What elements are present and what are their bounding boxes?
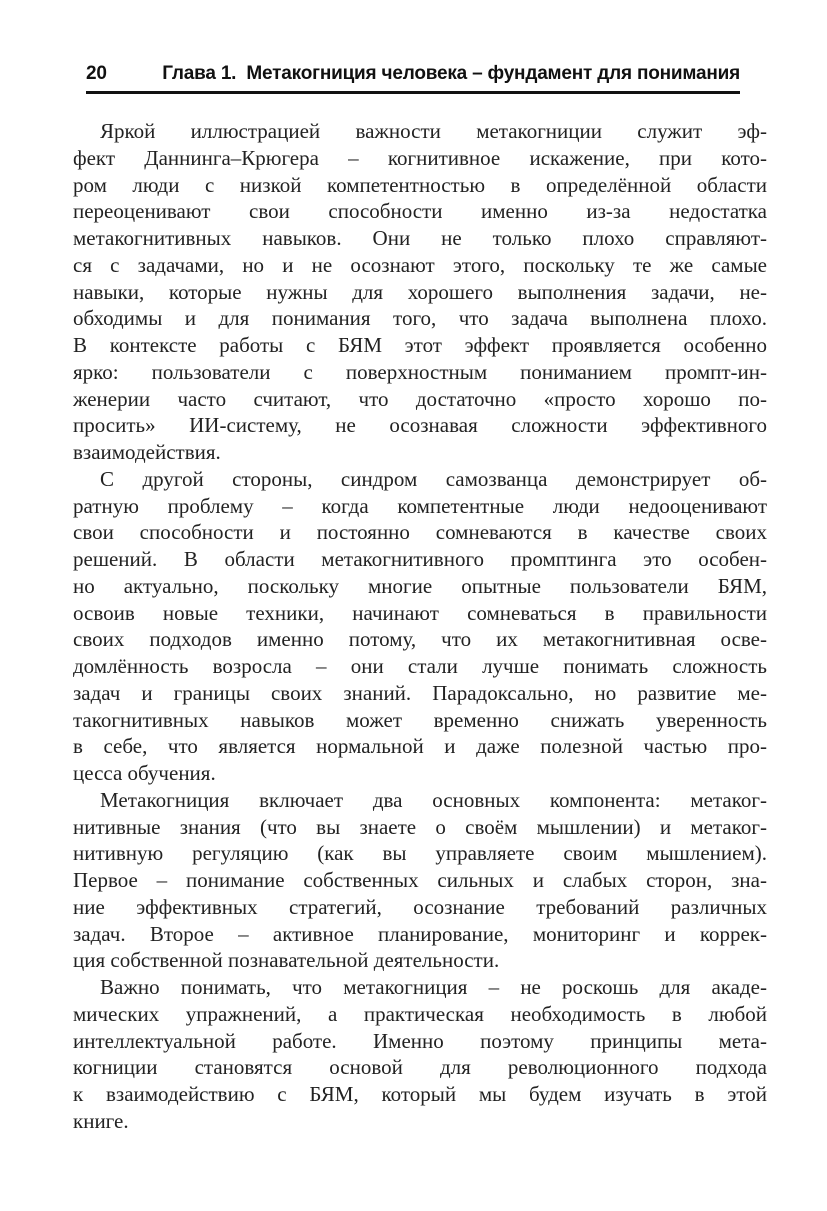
- text-line-p2-9: задач и границы своих знаний. Парадоксально, но развитие ме-: [73, 680, 767, 705]
- text-line-p3-6: задач. Второе – активное планирование, мониторинг и коррек-: [73, 921, 767, 946]
- text-line-p2-6: освоив новые техники, начинают сомневаться в правильности: [73, 600, 767, 625]
- text-line-p4-3: интеллектуальной работе. Именно поэтому принципы мета-: [73, 1028, 767, 1053]
- page-body: [73, 118, 767, 1135]
- text-line-p1-11: женерии часто считают, что достаточно «просто хорошо по-: [73, 386, 767, 411]
- text-line-p1-10: ярко: пользователи с поверхностным пониманием промпт-ин-: [73, 359, 767, 384]
- text-line-p4-1: Важно понимать, что метакогниция – не роскошь для акаде-: [100, 975, 767, 999]
- text-line-p2-3: свои способности и постоянно сомневаются в качестве своих: [73, 520, 767, 545]
- text-line-p3-4: Первое – понимание собственных сильных и слабых сторон, зна-: [73, 868, 767, 892]
- text-line-p1-3: ром люди с низкой компетентностью в определённой области: [73, 172, 767, 197]
- chapter-running-head: Глава 1. Метакогниция человека – фундамент для понимания: [162, 63, 740, 84]
- text-line-p1-2: фект Даннинга–Крюгера – когнитивное искажение, при кото-: [73, 145, 767, 170]
- text-line-p1-13: взаимодействия.: [73, 440, 221, 464]
- text-line-p3-7: ция собственной познавательной деятельности.: [73, 948, 500, 973]
- running-header: [86, 63, 740, 94]
- text-line-p1-7: навыки, которые нужны для хорошего выполнения задачи, не-: [73, 279, 767, 304]
- text-line-p1-12: просить» ИИ-систему, не осознавая сложности эффективного: [73, 413, 767, 438]
- text-line-p1-4: переоценивают свои способности именно из-за недостатка: [73, 199, 767, 224]
- text-line-p1-8: обходимы и для понимания того, что задача выполнена плохо.: [73, 306, 767, 331]
- text-line-p1-5: метакогнитивных навыков. Они не только плохо справляют-: [73, 226, 767, 250]
- text-line-p2-5: но актуально, поскольку многие опытные пользователи БЯМ,: [73, 573, 767, 598]
- text-line-p1-6: ся с задачами, но и не осознают этого, поскольку те же самые: [73, 252, 767, 277]
- text-line-p1-1: Яркой иллюстрацией важности метакогниции служит эф-: [100, 119, 767, 143]
- text-line-p3-5: ние эффективных стратегий, осознание требований различных: [73, 894, 767, 919]
- text-line-p2-8: домлённость возросла – они стали лучше понимать сложность: [73, 654, 767, 678]
- text-line-p4-4: когниции становятся основой для революционного подхода: [73, 1055, 767, 1080]
- text-line-p4-6: книге.: [73, 1108, 129, 1133]
- page-number: 20: [86, 63, 107, 84]
- text-line-p2-1: С другой стороны, синдром самозванца демонстрирует об-: [100, 466, 767, 491]
- text-line-p2-7: своих подходов именно потому, что их метакогнитивная осве-: [73, 627, 767, 652]
- text-line-p2-2: ратную проблему – когда компетентные люди недооценивают: [73, 493, 767, 518]
- text-line-p3-1: Метакогниция включает два основных компонента: метаког-: [100, 787, 767, 812]
- text-line-p2-12: цесса обучения.: [73, 761, 216, 785]
- text-line-p4-2: мических упражнений, а практическая необходимость в любой: [73, 1001, 767, 1026]
- text-line-p3-2: нитивные знания (что вы знаете о своём мышлении) и метаког-: [73, 814, 767, 839]
- text-line-p2-4: решений. В области метакогнитивного промптинга это особен-: [73, 547, 767, 571]
- text-line-p3-3: нитивную регуляцию (как вы управляете своим мышлением).: [73, 841, 767, 866]
- text-line-p2-11: в себе, что является нормальной и даже полезной частью про-: [73, 734, 767, 759]
- text-line-p1-9: В контексте работы с БЯМ этот эффект проявляется особенно: [73, 333, 767, 357]
- text-line-p2-10: такогнитивных навыков может временно снижать уверенность: [73, 707, 767, 732]
- text-line-p4-5: к взаимодействию с БЯМ, который мы будем изучать в этой: [73, 1082, 767, 1106]
